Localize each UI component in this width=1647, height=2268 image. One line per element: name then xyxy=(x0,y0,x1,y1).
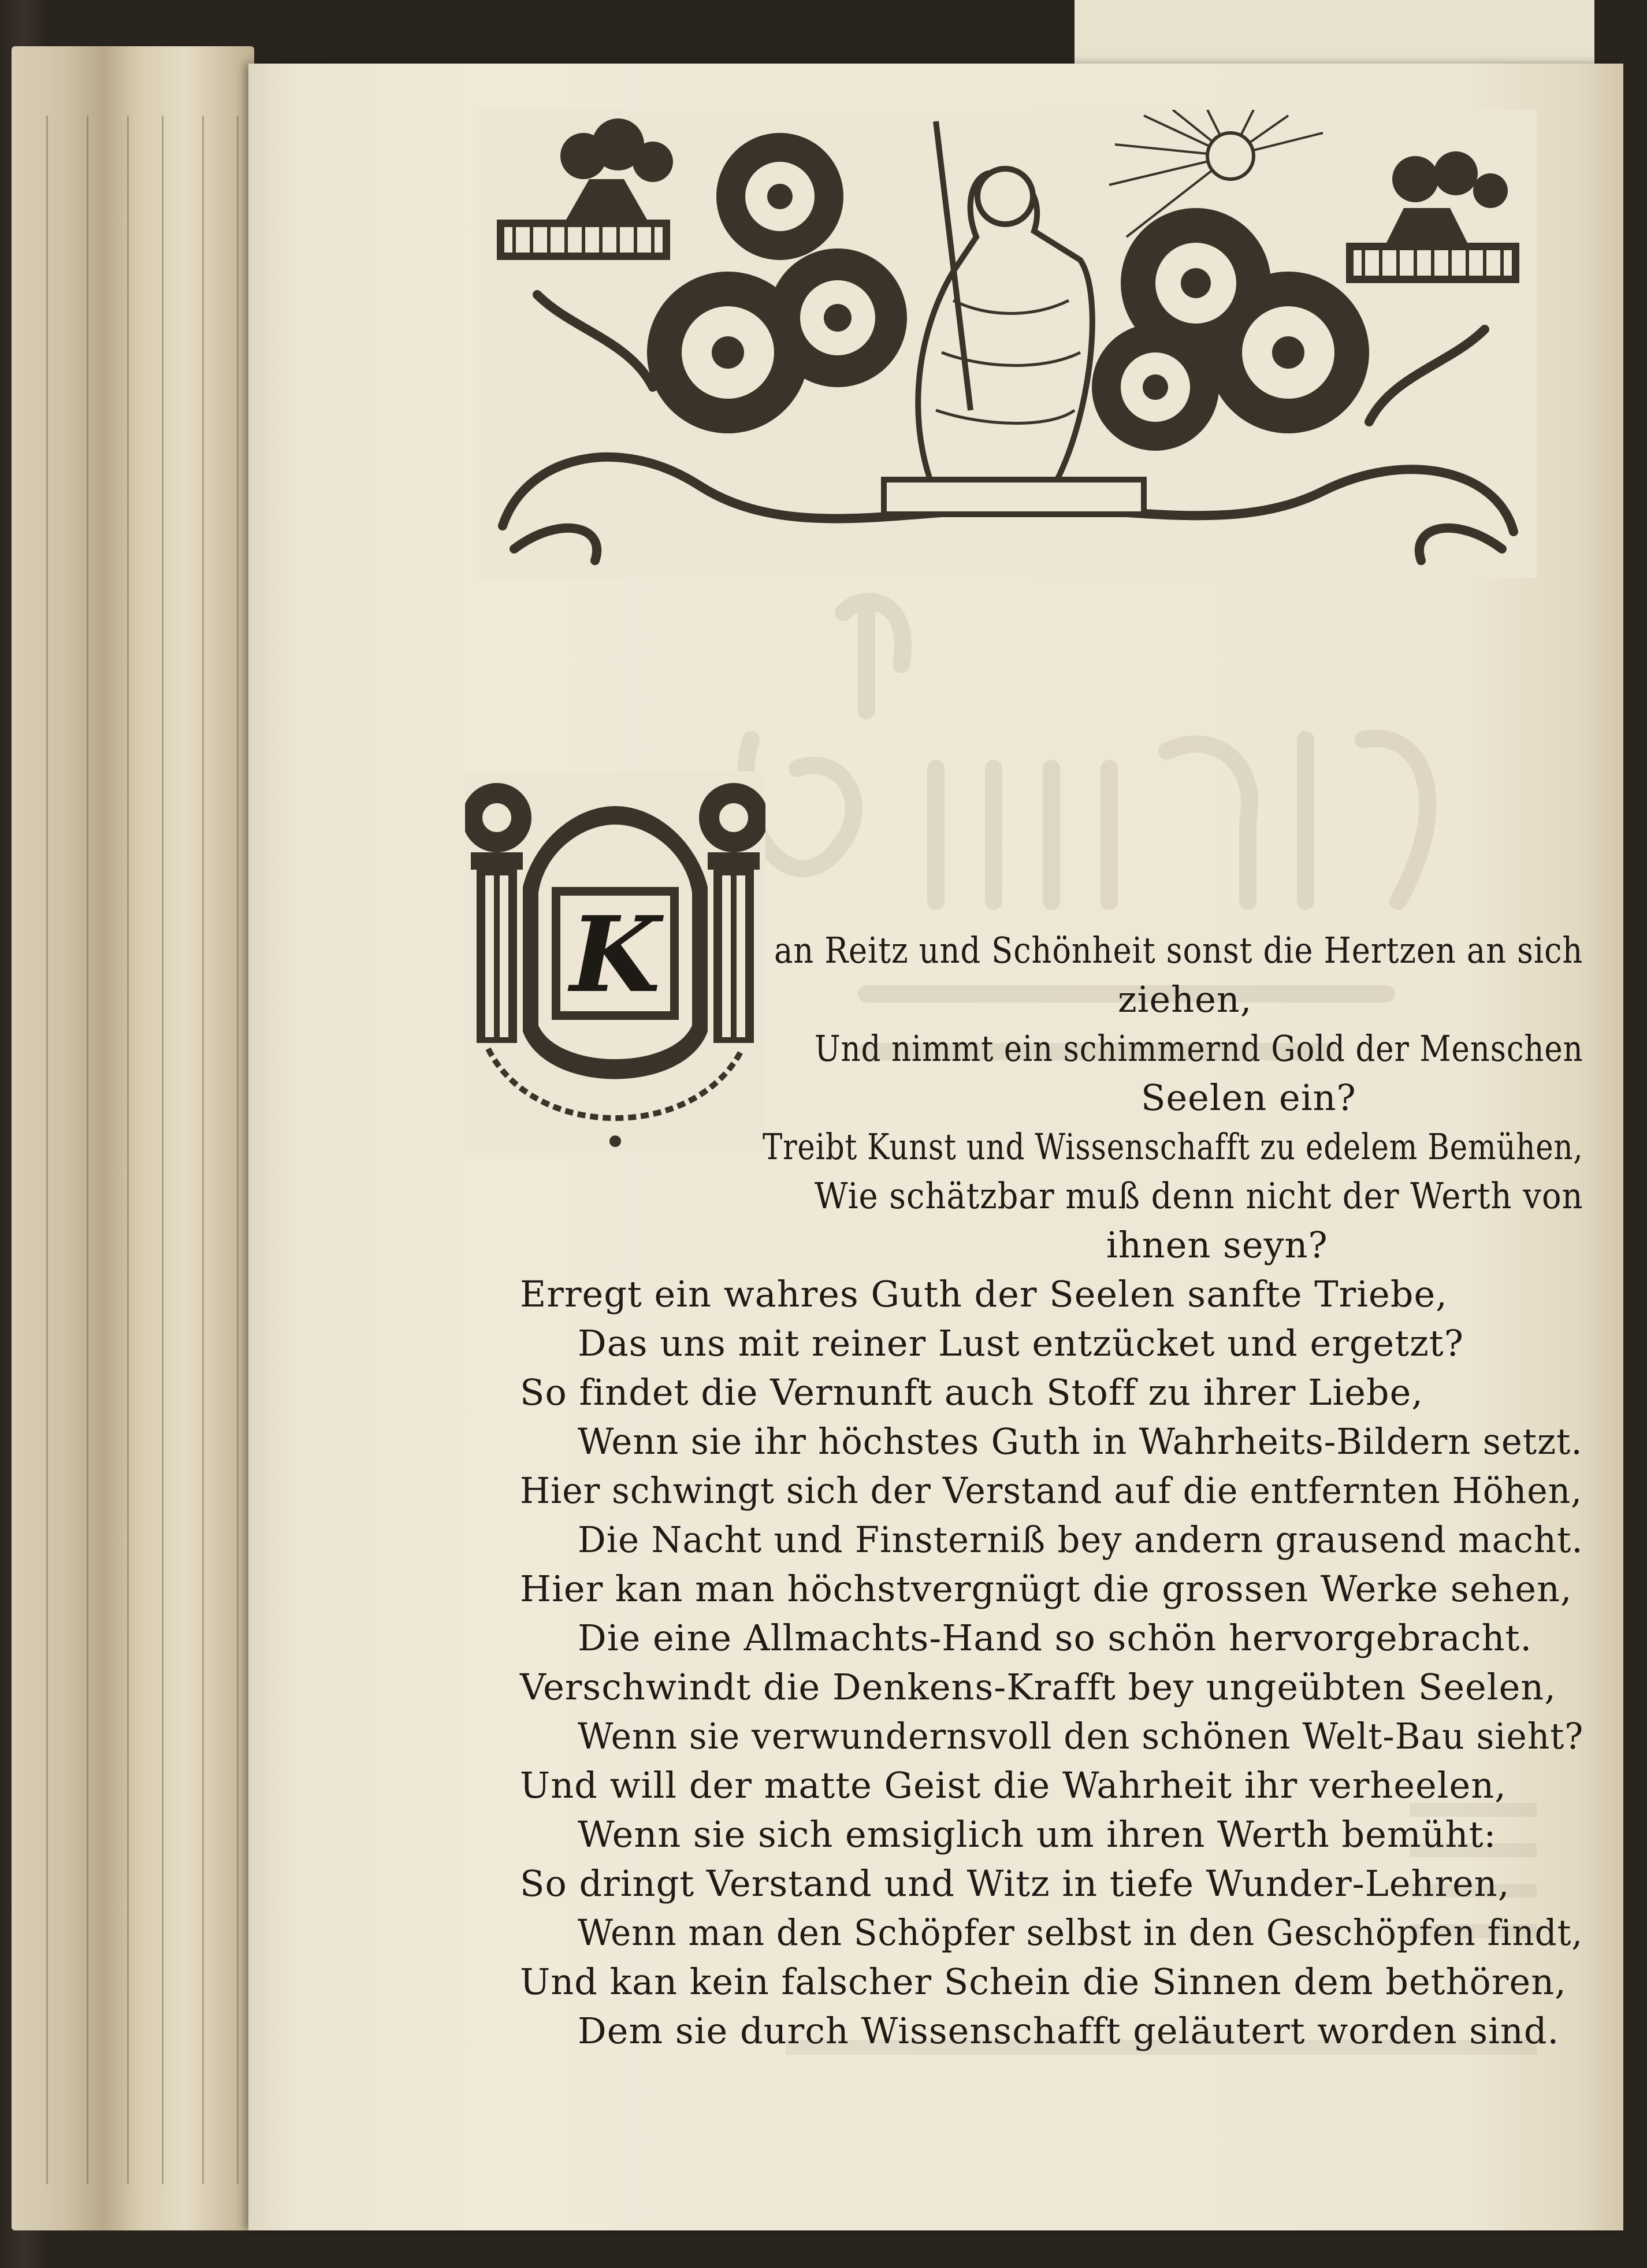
initial-letter: K xyxy=(570,894,661,1016)
poem-line: Wenn sie verwundernsvoll den schönen Welt-Bau sieht? xyxy=(578,1715,1584,1757)
poem-line: Und nimmt ein schimmernd Gold der Menschen xyxy=(815,1027,1583,1070)
poem-line: Seelen ein? xyxy=(1141,1077,1356,1119)
poem-line: So findet die Vernunft auch Stoff zu ihrer Liebe, xyxy=(520,1371,1424,1413)
poem-line: Wenn sie ihr höchstes Guth in Wahrheits-Bildern setzt. xyxy=(578,1420,1583,1462)
poem-line: Wenn sie sich emsiglich um ihren Werth bemüht: xyxy=(578,1813,1497,1855)
poem-line: Wie schätzbar muß denn nicht der Werth von xyxy=(815,1175,1583,1217)
poem-line: Und will der matte Geist die Wahrheit ihr verheelen, xyxy=(520,1764,1507,1806)
poem-line: Das uns mit reiner Lust entzücket und ergetzt? xyxy=(578,1322,1464,1364)
poem-line: Verschwindt die Denkens-Krafft bey ungeübten Seelen, xyxy=(520,1666,1556,1708)
poem-line: Dem sie durch Wissenschafft geläutert worden sind. xyxy=(578,2010,1560,2052)
poem-line: Hier schwingt sich der Verstand auf die entfernten Höhen, xyxy=(520,1469,1583,1512)
poem-line: Und kan kein falscher Schein die Sinnen dem bethören, xyxy=(520,1961,1567,2003)
poem-line: Die eine Allmachts-Hand so schön hervorgebracht. xyxy=(578,1617,1533,1659)
poem-line: Wenn man den Schöpfer selbst in den Geschöpfen findt, xyxy=(578,1911,1583,1954)
poem-line: an Reitz und Schönheit sonst die Hertzen an sich xyxy=(774,929,1583,971)
poem-line: So dringt Verstand und Witz in tiefe Wunder-Lehren, xyxy=(520,1862,1510,1905)
poem-line: Die Nacht und Finsterniß bey andern grausend macht. xyxy=(578,1519,1583,1561)
poem-line: ziehen, xyxy=(1118,978,1252,1020)
poem-line: ihnen seyn? xyxy=(1106,1224,1328,1266)
poem-line: Hier kan man höchstvergnügt die grossen Werke sehen, xyxy=(520,1568,1572,1610)
poem-line: Treibt Kunst und Wissenschafft zu edelem Bemühen, xyxy=(763,1126,1583,1168)
poem-line: Erregt ein wahres Guth der Seelen sanfte Triebe, xyxy=(520,1273,1448,1315)
